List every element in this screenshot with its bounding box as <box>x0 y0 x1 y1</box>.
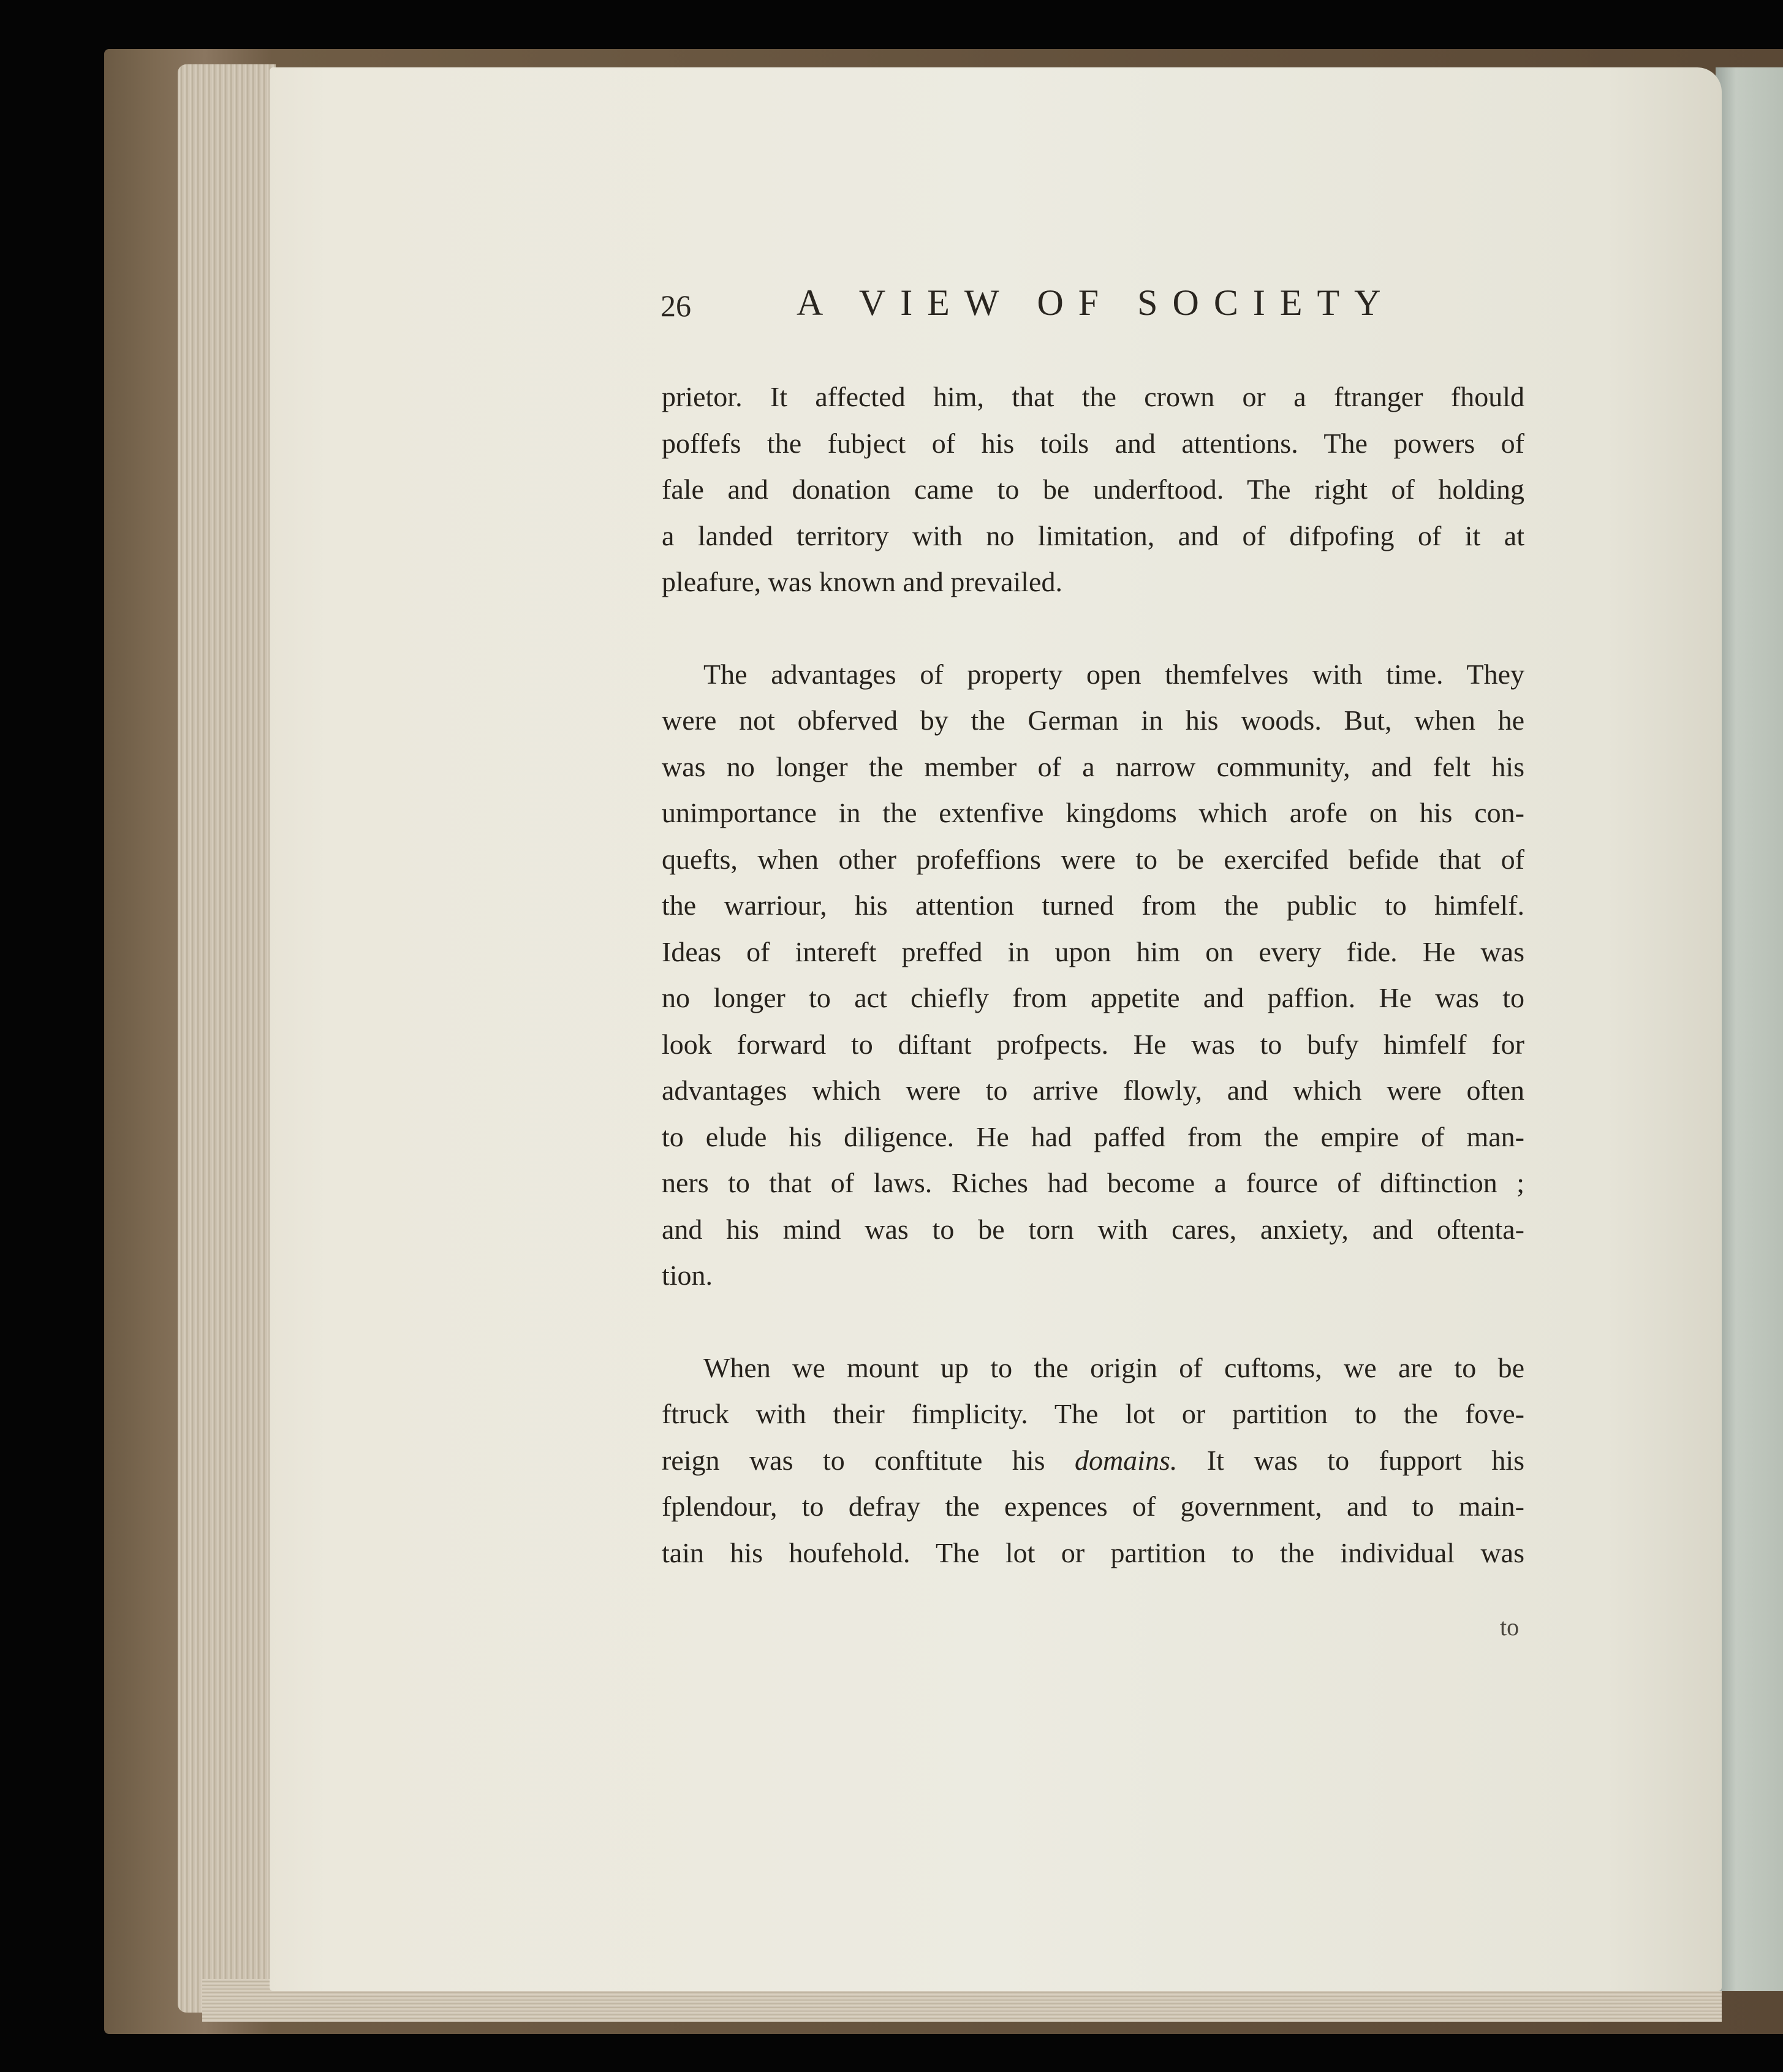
body-text <box>662 374 1524 1576</box>
text-line: tain his houfehold. The lot or partition to the individual was <box>662 1537 1524 1568</box>
text-line: and his mind was to be torn with cares, anxiety, and oftenta- <box>662 1213 1524 1245</box>
text-line: ftruck with their fimplicity. The lot or partition to the fove- <box>662 1398 1524 1429</box>
page-edges <box>178 64 276 2013</box>
text-line-mixed <box>662 1437 1524 1484</box>
text-line: advantages which were to arrive flowly, and which were often <box>662 1075 1524 1106</box>
text-line: look forward to diftant profpects. He was to bufy himfelf for <box>662 1028 1524 1060</box>
text-line: prietor. It affected him, that the crown or a ftranger fhould <box>662 381 1524 412</box>
opposite-page <box>1716 67 1783 1991</box>
text-line: fplendour, to defray the expences of government, and to main- <box>662 1491 1524 1522</box>
paragraph-3 <box>662 1345 1524 1576</box>
text-line: the warriour, his attention turned from the public to himfelf. <box>662 890 1524 921</box>
paragraph-1 <box>662 374 1524 605</box>
text-line: pleafure, was known and prevailed. <box>662 566 1062 597</box>
text-segment: It was to fupport his <box>1206 1444 1525 1476</box>
text-line: The advantages of property open themfelves with time. They <box>703 658 1524 690</box>
text-line: unimportance in the extenfive kingdoms which arofe on his con- <box>662 797 1524 828</box>
text-line: Ideas of intereft preffed in upon him on every fide. He was <box>662 936 1524 967</box>
text-line: ners to that of laws. Riches had become a fource of diftinction ; <box>662 1167 1524 1198</box>
text-line: to elude his diligence. He had paffed from the empire of man- <box>662 1121 1524 1152</box>
paragraph-gap <box>662 605 1524 651</box>
text-line: tion. <box>662 1260 713 1291</box>
text-line: poffefs the fubject of his toils and attentions. The powers of <box>662 427 1524 459</box>
catchword: to <box>1500 1613 1520 1641</box>
italic-term: domains. <box>1074 1444 1178 1476</box>
paragraph-2 <box>662 651 1524 1299</box>
text-line: was no longer the member of a narrow community, and felt his <box>662 751 1524 782</box>
text-line: were not obferved by the German in his woods. But, when he <box>662 705 1524 736</box>
running-title: A VIEW OF SOCIETY <box>797 282 1396 323</box>
text-segment: reign was to conftitute his <box>662 1444 1045 1476</box>
text-line: no longer to act chiefly from appetite and paffion. He was to <box>662 982 1524 1013</box>
page-number: 26 <box>661 289 691 323</box>
text-line: quefts, when other profeffions were to be exercifed befide that of <box>662 843 1524 875</box>
text-line: When we mount up to the origin of cuftoms, we are to be <box>703 1352 1524 1383</box>
text-line: a landed territory with no limitation, and of difpofing of it at <box>662 520 1524 551</box>
text-line: fale and donation came to be underftood. The right of holding <box>662 474 1524 505</box>
running-head <box>661 282 1396 337</box>
paragraph-gap <box>662 1299 1524 1345</box>
